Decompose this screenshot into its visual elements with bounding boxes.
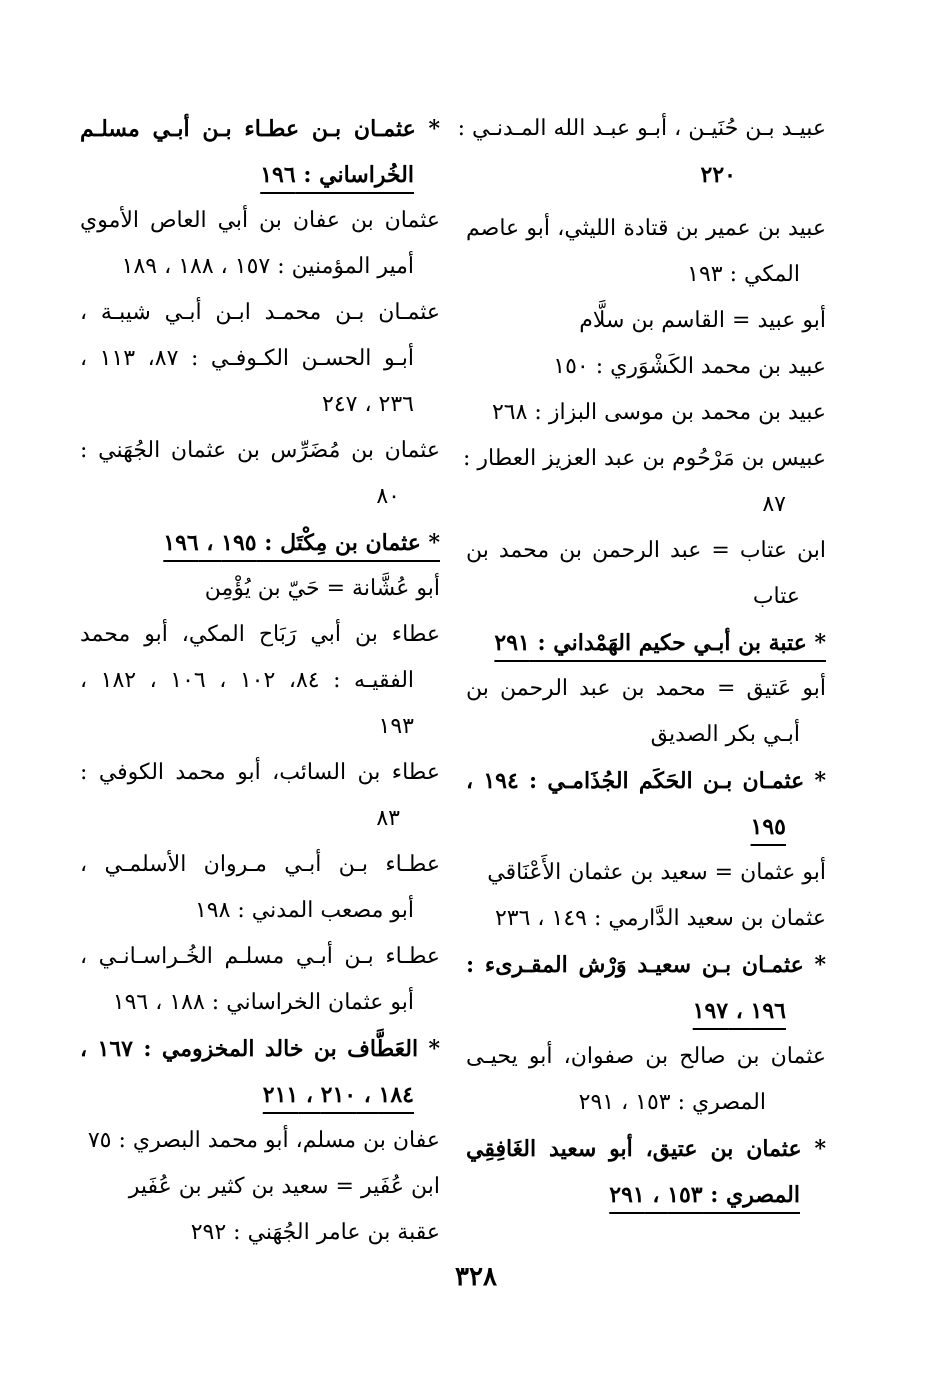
entry-line: عبيد بن محمد الكَشْوَري : ١٥٠ [553, 354, 826, 379]
index-entry [466, 1034, 826, 1126]
entry-pages: أمير المؤمنين : ١٥٧ ، ١٨٨ ، ١٨٩ [121, 254, 414, 279]
entry-line: عثمان بن عفان بن أبي العاص الأموي [80, 208, 440, 233]
index-entry [80, 842, 440, 934]
index-entry [466, 206, 826, 298]
entry-line: أبو عُشَّانة = حَيّ بن يُؤْمِن [204, 576, 440, 601]
entry-line: عثمـان بـن محمـد ابـن أبـي شيبـة ، [80, 300, 440, 325]
entry-line: * عثمـان بـن عطـاء بـن أبـي مسلـم [80, 116, 440, 142]
index-entry [80, 1164, 440, 1210]
index-entry [466, 344, 826, 390]
entry-line: عتاب [752, 584, 800, 609]
entry-line: عبيـد بـن حُنَيـن ، أبـو عبـد الله المـدنـي : [457, 116, 826, 141]
entry-pages: ٨٣ [376, 806, 400, 831]
entry-pages: ١٩٦ ، ١٩٧ [692, 998, 786, 1024]
index-entry [80, 1118, 440, 1164]
entry-pages: أبو عثمان الخراساني : ١٨٨ ، ١٩٦ [112, 990, 414, 1015]
entry-line: ابن عتاب = عبد الرحمن بن محمد بن [466, 538, 826, 563]
index-entry [80, 428, 440, 520]
entry-line: عثمان بن مُضَرِّس بن عثمان الجُهَني : [80, 438, 440, 463]
entry-pages: ١٩٣ [378, 714, 414, 739]
index-entry [80, 750, 440, 842]
index-entry [466, 850, 826, 896]
index-entry [466, 528, 826, 620]
entry-line: * عثمان بن مِكْتَل : ١٩٥ ، ١٩٦ [163, 530, 440, 556]
index-entry [462, 436, 826, 528]
entry-line: عبيد بن محمد بن موسى البزاز : ٢٦٨ [491, 400, 826, 425]
index-entry [80, 1210, 440, 1256]
entry-pages: أبو مصعب المدني : ١٩٨ [194, 898, 414, 923]
entry-line: الفقيـه : ٨٤، ١٠٢ ، ١٠٦ ، ١٨٢ ، [80, 668, 415, 693]
page-number: ٣٢٨ [455, 1262, 497, 1292]
entry-line: أبو عبيد = القاسم بن سلَّام [579, 308, 826, 333]
entry-line: ابن عُفَير = سعيد بن كثير بن عُفَير [128, 1174, 440, 1199]
index-entry [466, 298, 826, 344]
entry-line: عثمان بن سعيد الدَّارمي : ١٤٩ ، ٢٣٦ [494, 906, 826, 931]
entry-pages: المصري : ١٥٣ ، ٢٩١ [578, 1090, 766, 1115]
entry-line: عطاء بن السائب، أبو محمد الكوفي : [80, 760, 440, 785]
index-entry [80, 106, 440, 198]
entry-pages: ٨٠ [376, 484, 400, 509]
index-entry [466, 1126, 826, 1218]
index-entry [80, 290, 440, 428]
entry-line: عبيد بن عمير بن قتادة الليثي، أبو عاصم [466, 216, 826, 241]
index-entry [80, 198, 440, 290]
index-entry [80, 612, 440, 750]
index-entry [80, 566, 440, 612]
index-column-left [80, 106, 440, 1256]
index-entry [466, 390, 826, 436]
entry-line: * العَطَّاف بن خالد المخزومي : ١٦٧ ، [80, 1036, 440, 1062]
entry-pages: ١٩٥ [750, 814, 786, 840]
entry-line: عبيس بن مَرْحُوم بن عبد العزيز العطار : [462, 446, 826, 471]
entry-line: * عتبة بن أبـي حكيم الهَمْداني : ٢٩١ [494, 630, 826, 656]
entry-line: عقبة بن عامر الجُهَني : ٢٩٢ [190, 1220, 440, 1245]
entry-line: أبو عثمان = سعيد بن عثمان الأَعْنَاقي [487, 860, 826, 885]
index-entry [466, 896, 826, 942]
entry-pages: ٨٧ [762, 492, 786, 517]
entry-line: عفان بن مسلم، أبو محمد البصري : ٧٥ [87, 1128, 440, 1153]
entry-line: عطـاء بـن أبـي مسلـم الخُـراسـانـي ، [80, 944, 440, 969]
entry-line: عطاء بن أبي رَبَاح المكي، أبو محمد [80, 622, 440, 647]
index-entry [466, 666, 826, 758]
index-entry [466, 942, 826, 1034]
entry-pages: المكي : ١٩٣ [687, 262, 800, 287]
entry-line: عثمان بن صالح بن صفوان، أبو يحيـى [466, 1044, 826, 1069]
entry-pages: ١٨٤ ، ٢١٠ ، ٢١١ [262, 1082, 414, 1108]
entry-pages: ٢٢٠ [700, 162, 736, 188]
entry-line: عطـاء بـن أبـي مـروان الأسلمـي ، [80, 852, 440, 877]
entry-line: * عثمان بن عتيق، أبو سعيد الغَافِقِي [466, 1136, 826, 1162]
index-entry [457, 106, 826, 198]
entry-pages: الخُراساني : ١٩٦ [260, 162, 414, 188]
index-entry [466, 620, 826, 666]
entry-line: أبـو الحسـن الكـوفـي : ٨٧، ١١٣ ، [80, 346, 414, 371]
entry-line: أبو عَتيق = محمد بن عبد الرحمن بن [466, 676, 826, 701]
index-entry [80, 934, 440, 1026]
index-entry [80, 520, 440, 566]
entry-line: * عثمـان بـن الحَكَم الجُذَامـي : ١٩٤ ، [466, 768, 826, 794]
index-column-right [457, 106, 826, 1218]
entry-line: * عثمـان بـن سعيـد وَرْش المقـرىء : [466, 952, 826, 978]
entry-pages: المصري : ١٥٣ ، ٢٩١ [609, 1182, 800, 1208]
entry-pages: ٢٣٦ ، ٢٤٧ [322, 392, 414, 417]
index-entry [466, 758, 826, 850]
index-entry [80, 1026, 440, 1118]
entry-line: أبـي بكر الصديق [650, 722, 800, 747]
